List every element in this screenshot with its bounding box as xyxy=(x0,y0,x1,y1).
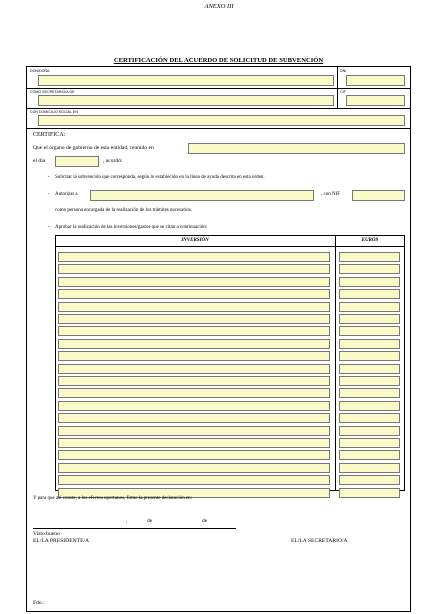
euros-field[interactable] xyxy=(339,438,400,448)
closing-text: Y para que así conste, a los efectos oportunos, firmo la presente declaración en: xyxy=(33,496,193,501)
inversion-field[interactable] xyxy=(58,289,330,299)
table-column-divider xyxy=(335,235,336,491)
visto-bueno: Visto bueno xyxy=(33,531,60,537)
authorized-person-field[interactable] xyxy=(90,190,314,201)
name-label: DON/DOÑA xyxy=(30,69,50,73)
inversion-field[interactable] xyxy=(58,450,330,460)
euros-field[interactable] xyxy=(339,277,400,287)
euros-field[interactable] xyxy=(339,264,400,274)
inversion-field[interactable] xyxy=(58,426,330,436)
inversion-field[interactable] xyxy=(58,326,330,336)
date-prefix: el día xyxy=(33,158,46,164)
entity-field[interactable] xyxy=(38,95,334,106)
euros-field[interactable] xyxy=(339,339,400,349)
euros-field[interactable] xyxy=(339,463,400,473)
euros-field[interactable] xyxy=(339,450,400,460)
inversion-field[interactable] xyxy=(58,277,330,287)
authorize-prefix: Autorizar a xyxy=(55,192,78,197)
column-header-euros: EUROS xyxy=(361,238,379,243)
certifica-heading: CERTIFICA: xyxy=(33,132,66,138)
row-divider xyxy=(26,88,411,89)
euros-field[interactable] xyxy=(339,252,400,262)
date-de-1: de xyxy=(147,518,153,524)
inversion-field[interactable] xyxy=(58,475,330,485)
address-label: CON DOMICILIO SOCIAL EN xyxy=(30,110,78,114)
row-divider xyxy=(26,128,411,129)
meeting-date-field[interactable] xyxy=(55,156,99,167)
inversion-field[interactable] xyxy=(58,376,330,386)
bullet-request: Solicitar la subvención que corresponda, según lo establecido en la línea de ayuda descrita en esta orden. xyxy=(55,175,265,180)
bullet-dash: - xyxy=(48,175,50,180)
euros-field[interactable] xyxy=(339,289,400,299)
euros-field[interactable] xyxy=(339,426,400,436)
meeting-text: Que el órgano de gobierno de esta entidad, reunido en xyxy=(33,145,154,151)
row-divider xyxy=(26,108,411,109)
euros-field[interactable] xyxy=(339,364,400,374)
form-title: CERTIFICACIÓN DEL ACUERDO DE SOLICITUD DE SUBVENCIÓN xyxy=(113,57,324,64)
date-comma: , xyxy=(126,518,128,524)
authorize-suffix: como persona encargada de la realización de los trámites necesarios. xyxy=(55,208,193,213)
meeting-place-field[interactable] xyxy=(188,143,405,154)
bullet-approve: Aprobar la realización de las inversiones/gastos que se citan a continuación: xyxy=(55,225,208,230)
annex-label: ANEXO III xyxy=(204,3,234,10)
table-header-divider xyxy=(55,246,405,247)
euros-field[interactable] xyxy=(339,475,400,485)
inversion-field[interactable] xyxy=(58,264,330,274)
bullet-dash: - xyxy=(48,192,50,197)
euros-field[interactable] xyxy=(339,401,400,411)
euros-field[interactable] xyxy=(339,351,400,361)
euros-field[interactable] xyxy=(339,388,400,398)
euros-field[interactable] xyxy=(339,376,400,386)
inversion-field[interactable] xyxy=(58,339,330,349)
inversion-field[interactable] xyxy=(58,401,330,411)
bullet-dash: - xyxy=(48,225,50,230)
nif-label: , con NIF xyxy=(321,192,341,197)
inversion-field[interactable] xyxy=(58,463,330,473)
dni-field[interactable] xyxy=(346,75,405,86)
date-suffix: , acordó: xyxy=(103,158,123,164)
inversion-field[interactable] xyxy=(58,388,330,398)
date-de-2: de xyxy=(202,518,208,524)
fdo-label: Fdo.: xyxy=(33,600,45,606)
cif-label: CIF xyxy=(340,90,346,94)
column-header-inversion: INVERSIÓN xyxy=(181,238,209,243)
address-field[interactable] xyxy=(38,115,405,126)
name-field[interactable] xyxy=(38,75,334,86)
euros-field[interactable] xyxy=(339,488,400,498)
euros-field[interactable] xyxy=(339,302,400,312)
date-line xyxy=(33,528,236,529)
euros-field[interactable] xyxy=(339,326,400,336)
nif-field[interactable] xyxy=(352,190,405,201)
row-divider xyxy=(337,88,338,108)
inversion-field[interactable] xyxy=(58,302,330,312)
row-divider xyxy=(337,66,338,88)
president-label: EL/LA PRESIDENTE/A xyxy=(33,538,90,544)
cif-field[interactable] xyxy=(346,95,405,106)
inversion-field[interactable] xyxy=(58,252,330,262)
euros-field[interactable] xyxy=(339,413,400,423)
dni-label: DNI xyxy=(340,69,347,73)
inversion-field[interactable] xyxy=(58,314,330,324)
inversion-field[interactable] xyxy=(58,364,330,374)
secretary-of-label: COMO SECRETARIO/A DE xyxy=(30,90,75,94)
inversion-field[interactable] xyxy=(58,351,330,361)
secretary-label: EL/LA SECRETARIO/A xyxy=(291,538,348,544)
inversion-field[interactable] xyxy=(58,413,330,423)
inversion-field[interactable] xyxy=(58,438,330,448)
euros-field[interactable] xyxy=(339,314,400,324)
